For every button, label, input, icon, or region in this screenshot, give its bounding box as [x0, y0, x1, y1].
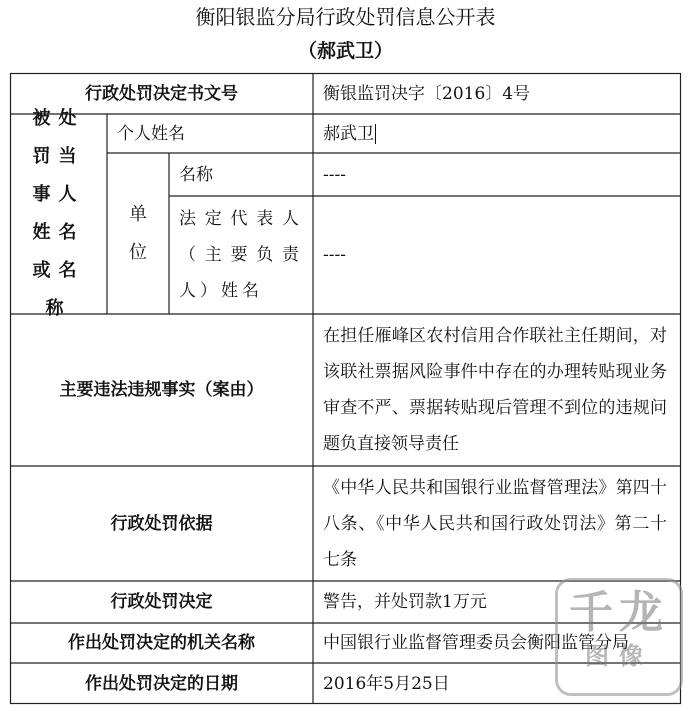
legal-rep-value: ---- — [323, 245, 346, 265]
doc-number-value: 衡银监罚决字〔2016〕4号 — [323, 83, 531, 104]
text-cursor — [375, 124, 376, 144]
unit-label-cell — [107, 153, 169, 314]
authority-value: 中国银行业监督管理委员会衡阳监管分局 — [323, 633, 629, 653]
date-label: 作出处罚决定的日期 — [85, 673, 238, 694]
basis-value: 《中华人民共和国银行业监督管理法》第四十八条、《中华人民共和国行政处罚法》第二十七条 — [323, 477, 667, 570]
party-label: 被处罚当事人姓名或名称 — [32, 108, 85, 319]
facts-value-cell — [313, 314, 681, 466]
decision-label: 行政处罚决定 — [110, 592, 213, 612]
date-value: 2016年5月25日 — [323, 673, 450, 694]
individual-value-cell — [313, 114, 681, 153]
basis-label: 行政处罚依据 — [110, 513, 213, 534]
facts-label: 主要违法违规事实（案由） — [59, 380, 264, 400]
document-title: 衡阳银监分局行政处罚信息公开表 — [195, 5, 496, 29]
doc-number-label: 行政处罚决定书文号 — [85, 83, 238, 104]
unit-name-label: 名称 — [179, 164, 213, 185]
legal-rep-label-cell — [169, 196, 313, 314]
watermark-logo — [555, 578, 683, 696]
basis-value-cell — [313, 466, 681, 581]
unit-name-value: ---- — [323, 164, 346, 185]
authority-label: 作出处罚决定的机关名称 — [68, 633, 255, 653]
individual-label: 个人姓名 — [117, 123, 185, 144]
document-subtitle: （郝武卫） — [297, 40, 393, 62]
party-label-cell — [10, 108, 107, 319]
decision-value: 警告，并处罚款1万元 — [323, 592, 487, 612]
facts-value: 在担任雁峰区农村信用合作联社主任期间，对该联社票据风险事件中存在的办理转贴现业务审查不严、票据转贴现后管理不到位的违规问题负直接领导责任 — [323, 326, 667, 454]
watermark-line2: 图像 — [585, 642, 653, 670]
unit-label: 单位 — [129, 203, 147, 263]
watermark-line1: 千龙 — [569, 587, 669, 638]
individual-value: 郝武卫 — [323, 123, 374, 144]
legal-rep-label: 法定代表人（主要负责人）姓名 — [179, 209, 303, 301]
